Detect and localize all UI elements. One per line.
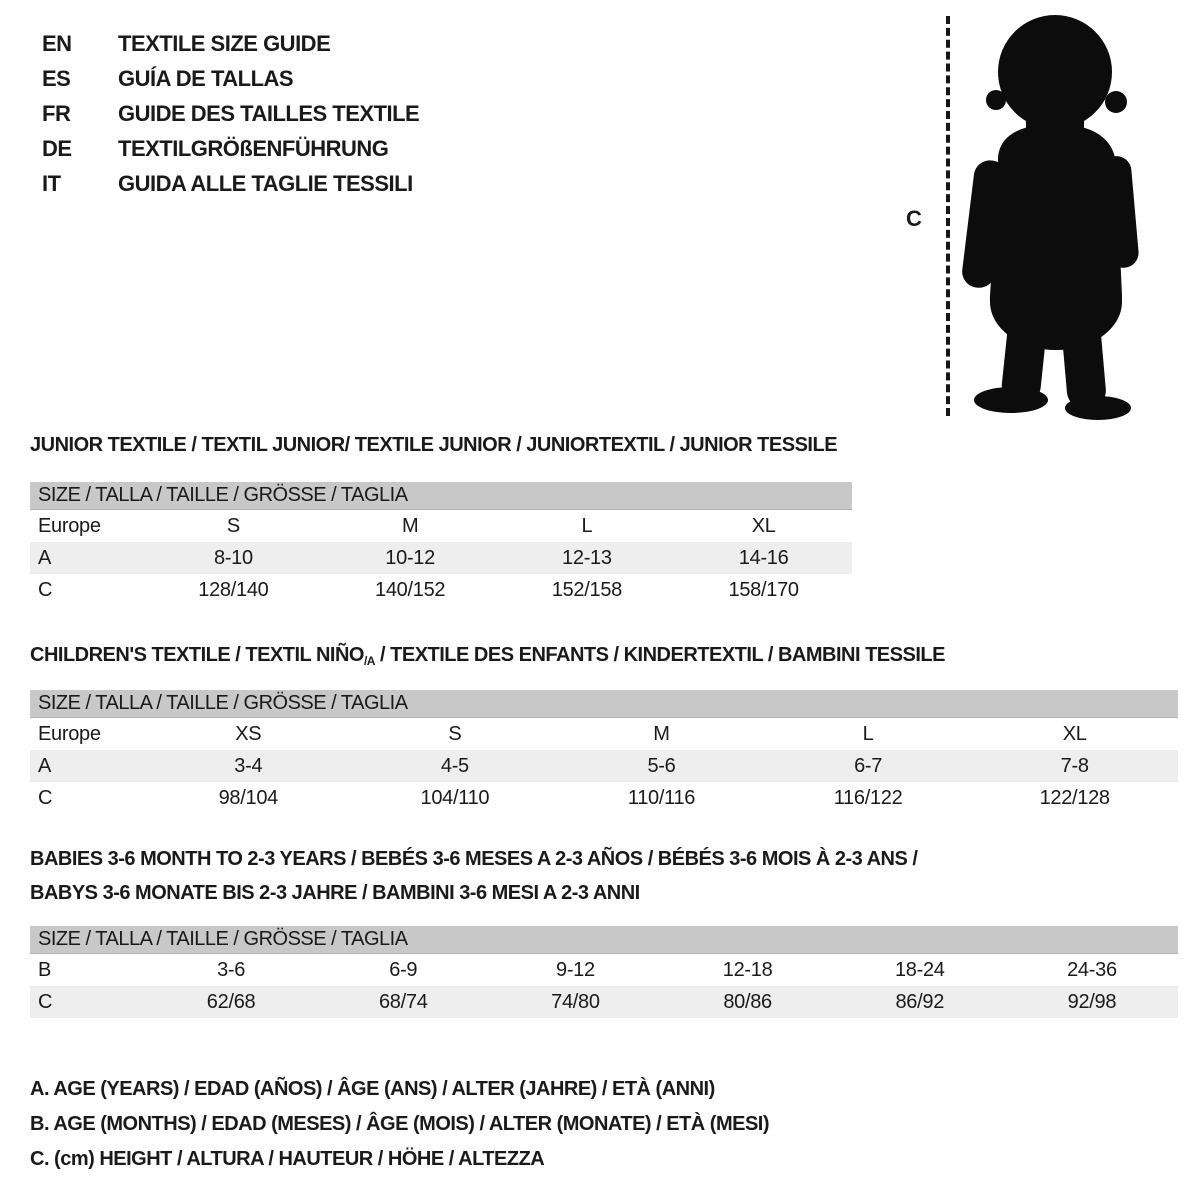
lang-code: IT xyxy=(42,170,61,196)
age-cell: 7-8 xyxy=(1060,754,1089,777)
size-cell: XS xyxy=(235,722,262,745)
table-row xyxy=(30,574,852,606)
age-cell: 6-9 xyxy=(389,958,418,981)
size-cell: L xyxy=(862,722,874,745)
size-cell: S xyxy=(226,514,240,537)
age-cell: 8-10 xyxy=(213,546,253,569)
row-label: C xyxy=(38,578,53,601)
junior-size-table-header: SIZE / TALLA / TAILLE / GRÖSSE / TAGLIA xyxy=(30,482,852,510)
row-label: A xyxy=(38,546,52,569)
legend xyxy=(30,1072,769,1177)
age-cell: 10-12 xyxy=(385,546,435,569)
row-label: C xyxy=(38,786,53,809)
height-cell: 80/86 xyxy=(723,990,772,1013)
table-row xyxy=(30,750,1178,782)
size-cell: M xyxy=(653,722,670,745)
row-label: A xyxy=(38,754,52,777)
babies-section-title-line1: BABIES 3-6 MONTH TO 2-3 YEARS / BEBÉS 3-6 MESES A 2-3 AÑOS / BÉBÉS 3-6 MOIS À 2-3 ANS / xyxy=(30,848,918,870)
age-cell: 12-13 xyxy=(562,546,612,569)
babies-section-title-line2: BABYS 3-6 MONATE BIS 2-3 JAHRE / BAMBINI 3-6 MESI A 2-3 ANNI xyxy=(30,882,640,904)
lang-row-es xyxy=(42,61,419,96)
row-label: Europe xyxy=(38,514,101,537)
height-measure-label: C xyxy=(906,206,922,231)
legend-line-c: C. (cm) HEIGHT / ALTURA / HAUTEUR / HÖHE / ALTEZZA xyxy=(30,1148,545,1170)
children-title-sub: /A xyxy=(363,654,375,668)
row-label: Europe xyxy=(38,722,101,745)
junior-section-title: JUNIOR TEXTILE / TEXTIL JUNIOR/ TEXTILE JUNIOR / JUNIORTEXTIL / JUNIOR TESSILE xyxy=(30,434,838,456)
lang-title: GUIDE DES TAILLES TEXTILE xyxy=(118,100,420,126)
age-cell: 3-6 xyxy=(217,958,246,981)
height-measure-dashed-line xyxy=(946,16,950,416)
table-row xyxy=(30,510,852,542)
children-title-part: / TEXTILE DES ENFANTS / KINDERTEXTIL / BAMBINI TESSILE xyxy=(374,644,945,666)
babies-size-table xyxy=(30,926,1178,1018)
age-cell: 14-16 xyxy=(738,546,789,569)
height-cell: 98/104 xyxy=(218,786,278,809)
lang-title: TEXTILE SIZE GUIDE xyxy=(118,30,331,56)
lang-row-en xyxy=(42,26,419,61)
height-cell: 92/98 xyxy=(1067,990,1117,1013)
lang-row-de xyxy=(42,131,419,166)
children-title-part: CHILDREN'S TEXTILE / TEXTIL NIÑO xyxy=(30,644,364,666)
height-cell: 110/116 xyxy=(627,786,696,809)
lang-row-fr xyxy=(42,96,419,131)
size-cell: XL xyxy=(751,514,776,537)
toddler-silhouette-icon xyxy=(958,8,1148,427)
height-cell: 62/68 xyxy=(206,990,256,1013)
height-cell: 86/92 xyxy=(895,990,945,1013)
size-cell: L xyxy=(581,514,593,537)
children-size-table xyxy=(30,690,1178,814)
height-cell: 128/140 xyxy=(198,578,269,601)
table-row xyxy=(30,954,1178,986)
age-cell: 12-18 xyxy=(722,958,773,981)
lang-code: ES xyxy=(42,65,71,91)
age-cell: 18-24 xyxy=(894,958,945,981)
size-cell: XL xyxy=(1062,722,1087,745)
lang-code: DE xyxy=(42,135,72,161)
height-cell: 158/170 xyxy=(728,578,799,601)
table-row xyxy=(30,718,1178,750)
height-cell: 140/152 xyxy=(375,578,446,601)
row-label: B xyxy=(38,958,52,981)
legend-line-a: A. AGE (YEARS) / EDAD (AÑOS) / ÂGE (ANS) / ALTER (JAHRE) / ETÀ (ANNI) xyxy=(30,1078,715,1100)
age-cell: 3-4 xyxy=(234,754,263,777)
lang-title: TEXTILGRÖßENFÜHRUNG xyxy=(118,135,389,161)
junior-size-table xyxy=(30,482,852,606)
row-label: C xyxy=(38,990,53,1013)
height-cell: 74/80 xyxy=(551,990,600,1013)
age-cell: 6-7 xyxy=(854,754,883,777)
age-cell: 4-5 xyxy=(440,754,469,777)
age-cell: 9-12 xyxy=(556,958,595,981)
height-cell: 116/122 xyxy=(833,786,903,809)
lang-code: FR xyxy=(42,100,71,126)
lang-row-it xyxy=(42,166,419,201)
children-size-table-header: SIZE / TALLA / TAILLE / GRÖSSE / TAGLIA xyxy=(30,690,1178,718)
age-cell: 5-6 xyxy=(647,754,676,777)
lang-title: GUIDA ALLE TAGLIE TESSILI xyxy=(118,170,413,196)
size-cell: S xyxy=(448,722,462,745)
babies-size-table-header: SIZE / TALLA / TAILLE / GRÖSSE / TAGLIA xyxy=(30,926,1178,954)
size-cell: M xyxy=(401,514,419,537)
height-cell: 68/74 xyxy=(378,990,428,1013)
height-cell: 122/128 xyxy=(1039,786,1110,809)
table-row xyxy=(30,782,1178,814)
lang-code: EN xyxy=(42,30,72,56)
language-title-list xyxy=(42,26,419,201)
table-row xyxy=(30,986,1178,1018)
table-row xyxy=(30,542,852,574)
children-section-title xyxy=(30,644,945,668)
age-cell: 24-36 xyxy=(1067,958,1117,981)
height-cell: 104/110 xyxy=(420,786,490,809)
lang-title: GUÍA DE TALLAS xyxy=(118,65,294,91)
legend-line-b: B. AGE (MONTHS) / EDAD (MESES) / ÂGE (MOIS) / ALTER (MONATE) / ETÀ (MESI) xyxy=(30,1113,770,1135)
height-cell: 152/158 xyxy=(551,578,622,601)
